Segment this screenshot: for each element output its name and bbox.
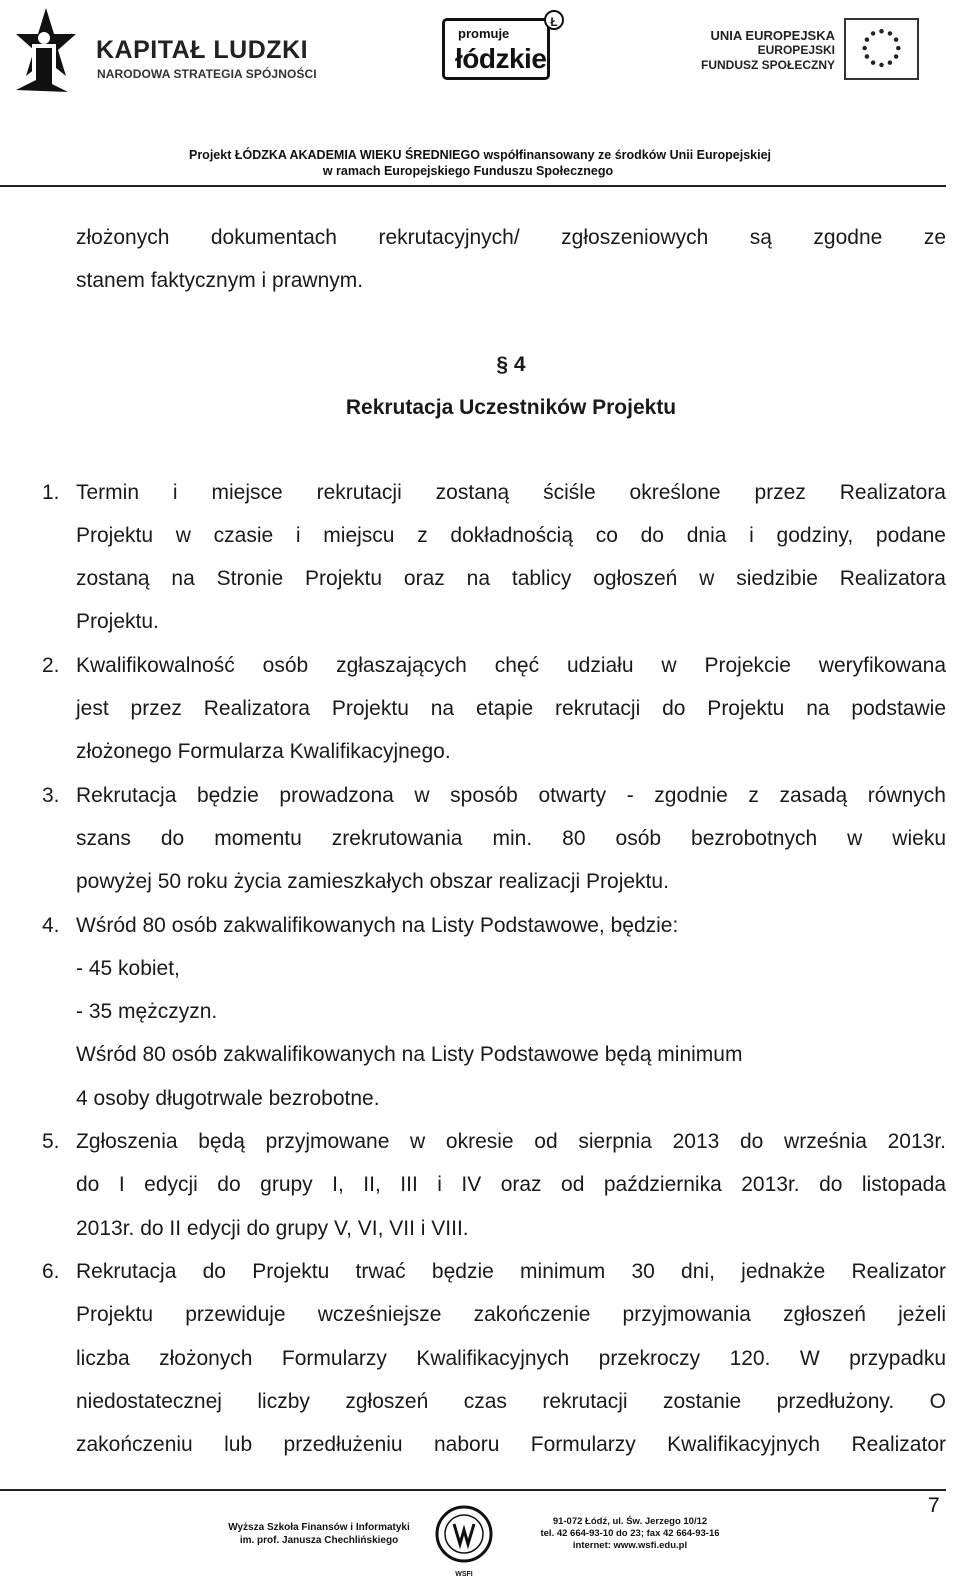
spacer	[76, 429, 946, 471]
eu-flag-icon	[844, 18, 919, 80]
school-name	[214, 1521, 424, 1547]
lodzkie-emblem-icon: Ł	[544, 10, 564, 30]
seal-text: WSFI	[455, 1571, 473, 1578]
project-line-2: w ramach Europejskiego Funduszu Społecznego	[322, 164, 614, 178]
item-line: Wśród 80 osób zakwalifikowanych na Listy Podstawowe, będzie:	[76, 913, 679, 937]
eu-label-line1: UNIA EUROPEJSKA	[710, 28, 835, 43]
item-line: Zgłoszenia będą przyjmowane w okresie od sierpnia 2013 do września 2013r.	[76, 1130, 946, 1154]
spacer	[76, 303, 946, 343]
item-line: Wśród 80 osób zakwalifikowanych na Listy Podstawowe będą minimum	[76, 1043, 743, 1067]
item-line: liczba złożonych Formularzy Kwalifikacyjnych przekroczy 120. W przypadku	[76, 1346, 946, 1370]
item-line: - 35 mężczyzn.	[76, 1000, 218, 1024]
item-line: zostaną na Stronie Projektu oraz na tablicy ogłoszeń w siedzibie Realizatora	[76, 567, 946, 591]
item-line: szans do momentu zrekrutowania min. 80 osób bezrobotnych w wieku	[76, 826, 946, 850]
kapital-ludzki-title: KAPITAŁ LUDZKI	[96, 36, 309, 64]
item-line: Projektu w czasie i miejscu z dokładnością co do dnia i godziny, podane	[76, 523, 946, 547]
kapital-ludzki-star-logo	[10, 4, 78, 96]
list-item	[42, 904, 946, 1120]
item-number: 3.	[42, 783, 60, 807]
wsfi-seal-logo	[434, 1500, 494, 1580]
list-item	[42, 774, 946, 904]
eu-fund-label	[700, 28, 835, 73]
section-number: § 4	[496, 352, 526, 376]
address-line-1: 91-072 Łódź, ul. Św. Jerzego 10/12	[552, 1516, 708, 1527]
item-number: 1.	[42, 480, 60, 504]
item-line: powyżej 50 roku życia zamieszkałych obszar realizacji Projektu.	[76, 870, 669, 894]
list-item	[42, 644, 946, 774]
lodzkie-text: łódzkie	[455, 43, 547, 74]
eu-label-line3: FUNDUSZ SPOŁECZNY	[700, 58, 835, 72]
document-body	[42, 216, 946, 1466]
page-number: 7	[928, 1494, 940, 1517]
list-item	[42, 1250, 946, 1466]
item-line: zakończeniu lub przedłużeniu naboru Formularzy Kwalifikacyjnych Realizator	[76, 1433, 946, 1457]
school-line-2: im. prof. Janusza Chechlińskiego	[239, 1535, 399, 1546]
item-line: złożonego Formularza Kwalifikacyjnego.	[76, 740, 451, 764]
project-line-1: Projekt ŁÓDZKA AKADEMIA WIEKU ŚREDNIEGO współfinansowany ze środków Unii Europejskiej	[188, 148, 772, 162]
item-line: Projektu przewiduje wcześniejsze zakończenie przyjmowania zgłoszeń jeżeli	[76, 1303, 946, 1327]
item-line: Kwalifikowalność osób zgłaszających chęć udziału w Projekcie weryfikowana	[76, 653, 946, 677]
item-line: - 45 kobiet,	[76, 956, 180, 980]
intro-line-1: złożonych dokumentach rekrutacyjnych/ zgłoszeniowych są zgodne ze	[76, 226, 946, 249]
kapital-ludzki-subtitle: NARODOWA STRATEGIA SPÓJNOŚCI	[97, 67, 317, 81]
item-line: 4 osoby długotrwale bezrobotne.	[76, 1086, 380, 1110]
address-line-2: tel. 42 664-93-10 do 23; fax 42 664-93-16	[540, 1528, 720, 1539]
list-item	[42, 1120, 946, 1250]
item-line: 2013r. do II edycji do grupy V, VI, VII i VIII.	[76, 1216, 469, 1240]
promuje-lodzkie-logo	[442, 18, 550, 80]
section-heading	[76, 343, 946, 429]
item-line: Termin i miejsce rekrutacji zostaną ściśle określone przez Realizatora	[76, 480, 946, 504]
school-line-1: Wyższa Szkoła Finansów i Informatyki	[228, 1522, 410, 1533]
intro-line-2: stanem faktycznym i prawnym.	[76, 269, 364, 293]
promuje-text: promuje	[458, 26, 510, 41]
eu-label-line2: EUROPEJSKI	[757, 43, 835, 57]
item-number: 2.	[42, 653, 60, 677]
address-line-3: internet: www.wsfi.edu.pl	[572, 1540, 688, 1551]
item-number: 5.	[42, 1130, 60, 1154]
page-header	[0, 0, 960, 190]
item-line: do I edycji do grupy I, II, III i IV oraz od października 2013r. do listopada	[76, 1173, 946, 1197]
section-title: Rekrutacja Uczestników Projektu	[345, 395, 677, 419]
footer-divider	[0, 1489, 946, 1491]
item-line: Rekrutacja do Projektu trwać będzie minimum 30 dni, jednakże Realizator	[76, 1259, 946, 1283]
list-item	[42, 471, 946, 644]
item-number: 4.	[42, 913, 60, 937]
item-line: niedostatecznej liczby zgłoszeń czas rekrutacji zostanie przedłużony. O	[76, 1389, 946, 1413]
school-address	[530, 1516, 730, 1552]
item-line: jest przez Realizatora Projektu na etapie rekrutacji do Projektu na podstawie	[76, 697, 946, 721]
item-number: 6.	[42, 1259, 60, 1283]
header-divider	[0, 185, 946, 187]
item-line: Rekrutacja będzie prowadzona w sposób otwarty - zgodnie z zasadą równych	[76, 783, 946, 807]
item-line: Projektu.	[76, 610, 159, 634]
